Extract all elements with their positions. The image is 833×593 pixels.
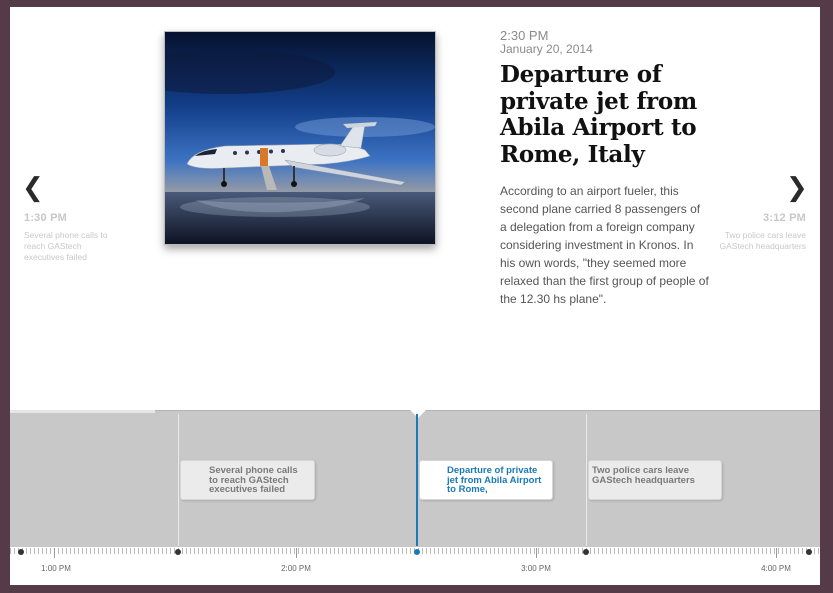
time-label: 1:00 PM	[41, 564, 71, 573]
previous-slide-preview[interactable]	[24, 212, 114, 263]
event-dot[interactable]	[18, 549, 24, 555]
time-ruler[interactable]	[10, 547, 820, 585]
major-tick	[54, 548, 55, 558]
slide-headline: Departure of private jet from Abila Airport to Rome, Italy	[500, 61, 697, 168]
active-event-dot[interactable]	[414, 549, 420, 555]
major-tick	[776, 548, 777, 558]
event-dot[interactable]	[175, 549, 181, 555]
chevron-right-icon[interactable]: ❯	[786, 173, 808, 203]
private-jet-photo	[164, 31, 436, 245]
timeline-navigator[interactable]	[10, 410, 820, 585]
slide-time: 2:30 PM	[500, 28, 549, 43]
slide-content	[500, 29, 715, 308]
next-slide-time: 3:12 PM	[763, 212, 806, 224]
previous-slide-title: Several phone calls to reach GAStech executives failed	[24, 230, 108, 262]
active-event-marker-line	[416, 414, 418, 546]
time-label: 4:00 PM	[761, 564, 791, 573]
timeline-flag-police-cars[interactable]: Two police cars leave GAStech headquarters	[588, 460, 722, 500]
major-tick	[536, 548, 537, 558]
timeline-frame	[10, 7, 820, 585]
chevron-left-icon[interactable]: ❮	[22, 173, 44, 203]
event-dot[interactable]	[806, 549, 812, 555]
previous-slide-time: 1:30 PM	[24, 212, 67, 224]
timeline-flag-private-jet[interactable]: Departure of private jet from Abila Airport to Rome,	[419, 460, 553, 500]
timeline-flag-phone-calls[interactable]: Several phone calls to reach GAStech executives failed	[180, 460, 315, 500]
slide-date: January 20, 2014	[500, 42, 593, 56]
slide-body-text: According to an airport fueler, this second plane carried 8 passengers of a delegation from a foreign company considering investment in Kronos. In his own words, "they seemed more relaxed than the first group of people of the 12.30 hs plane".	[500, 184, 709, 306]
event-dot[interactable]	[583, 549, 589, 555]
timeline-scroll-indicator	[10, 410, 155, 413]
event-marker-line	[586, 414, 587, 546]
major-tick	[296, 548, 297, 558]
next-slide-preview[interactable]	[710, 212, 806, 252]
time-label: 2:00 PM	[281, 564, 311, 573]
time-label: 3:00 PM	[521, 564, 551, 573]
next-slide-title: Two police cars leave GAStech headquarters	[719, 230, 806, 251]
event-marker-line	[178, 414, 179, 546]
current-position-marker	[410, 410, 426, 418]
